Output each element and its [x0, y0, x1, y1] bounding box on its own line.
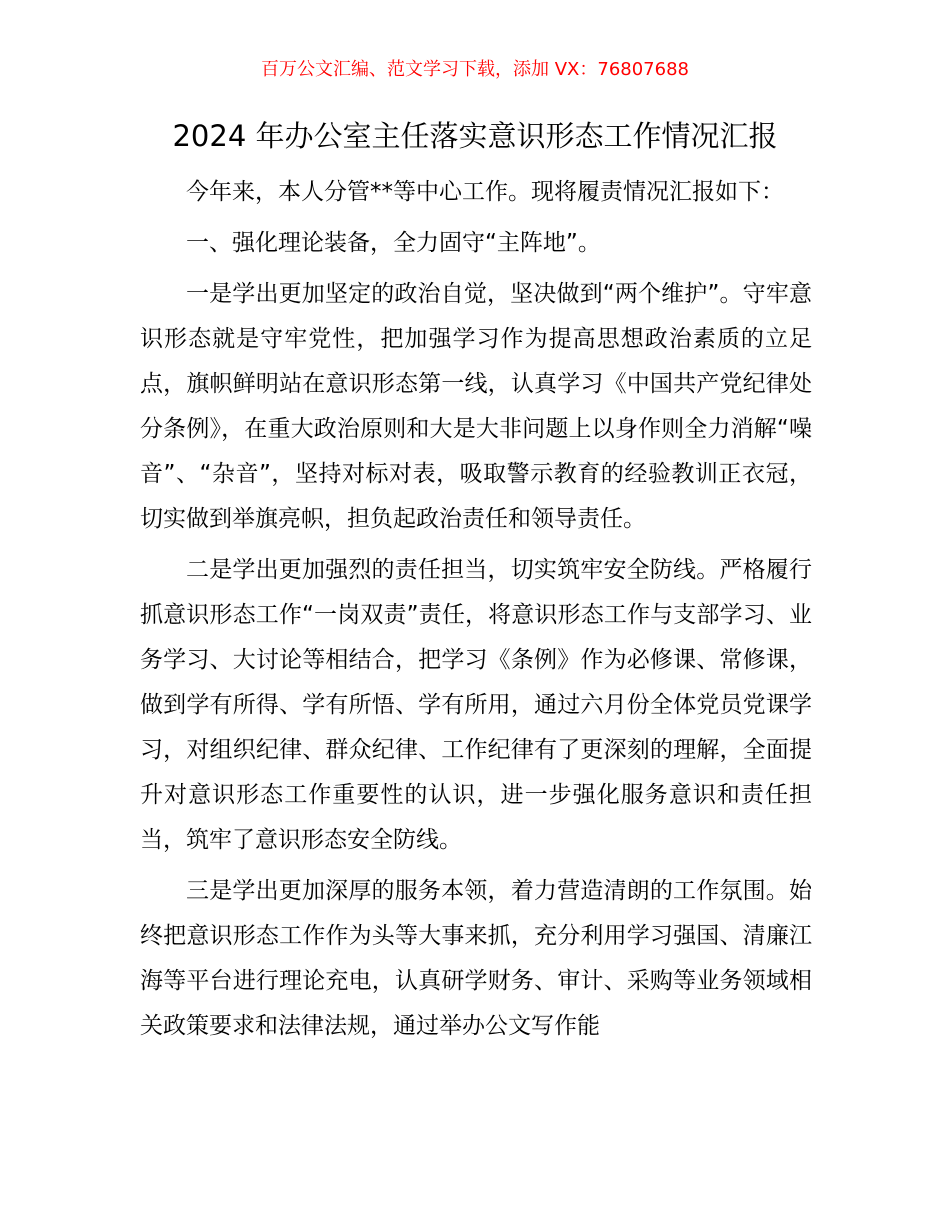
paragraph-intro: 今年来，本人分管**等中心工作。现将履责情况汇报如下：	[186, 179, 784, 205]
document-title: 2024 年办公室主任落实意识形态工作情况汇报	[172, 119, 778, 153]
paragraph-point-2: 二是学出更加强烈的责任担当，切实筑牢安全防线。严格履行抓意识形态工作“一岗双责”责任，将意识形态工作与支部学习、业务学习、大讨论等相结合，把学习《条例》作为必修课、常修课，做到学有所得、学有所悟、学有所用，通过六月份全体党员党课学习，对组织纪律、群众纪律、工作纪律有了更深刻的理解，全面提升对意识形态工作重要性的认识，进一步强化服务意识和责任担当，筑牢了意识形态安全防线。	[140, 557, 812, 853]
header-banner: 百万公文汇编、范文学习下载，添加 VX：76807688	[261, 59, 689, 80]
paragraph-point-1: 一是学出更加坚定的政治自觉，坚决做到“两个维护”。守牢意识形态就是守牢党性，把加强学习作为提高思想政治素质的立足点，旗帜鲜明站在意识形态第一线，认真学习《中国共产党纪律处分条例》，在重大政治原则和大是大非问题上以身作则全力消解“噪音”、“杂音”，坚持对标对表，吸取警示教育的经验教训正衣冠，切实做到举旗亮帜，担负起政治责任和领导责任。	[140, 281, 812, 532]
section-heading-1: 一、强化理论装备，全力固守“主阵地”。	[186, 230, 601, 256]
paragraph-point-3: 三是学出更加深厚的服务本领，着力营造清朗的工作氛围。始终把意识形态工作作为头等大事来抓，充分利用学习强国、清廉江海等平台进行理论充电，认真研学财务、审计、采购等业务领域相关政策要求和法律法规，通过举办公文写作能	[140, 878, 812, 1039]
document-body	[140, 170, 812, 1049]
